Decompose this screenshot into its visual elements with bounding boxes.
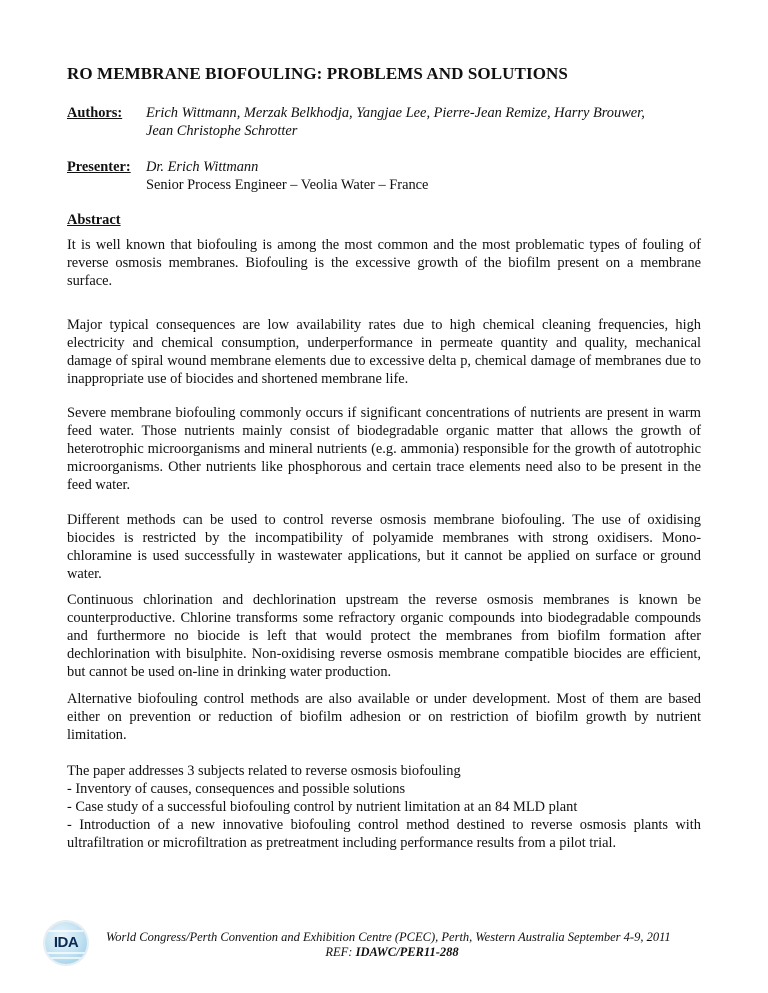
subject-item: - Case study of a successful biofouling control by nutrient limitation at an 84 MLD plant bbox=[67, 799, 578, 815]
subjects-list bbox=[67, 762, 701, 852]
presenter-label: Presenter: bbox=[67, 159, 131, 175]
paper-title: RO MEMBRANE BIOFOULING: PROBLEMS AND SOLUTIONS bbox=[67, 64, 568, 83]
presenter-role: Senior Process Engineer – Veolia Water – France bbox=[146, 177, 429, 193]
presenter-info bbox=[146, 158, 706, 194]
abstract-paragraph: Alternative biofouling control methods are also available or under development. Most of them are based either on prevention or reduction of biofilm adhesion or on restriction of biofilm growth by nutrient limitation. bbox=[67, 691, 701, 743]
presenter-name: Dr. Erich Wittmann bbox=[146, 159, 259, 175]
abstract-paragraph: Severe membrane biofouling commonly occurs if significant concentrations of nutrients are present in warm feed water. Those nutrients mainly consist of biodegradable organic matter that allows the growth of heterotrophic microorganisms and mineral nutrients (e.g. ammonia) responsible for the growth of autotrophic microorganisms. Other nutrients like phosphorous and certain trace elements need also to be present in the feed water. bbox=[67, 405, 701, 493]
ida-logo-icon bbox=[45, 922, 87, 964]
abstract-paragraph: It is well known that biofouling is among the most common and the most problematic types of fouling of reverse osmosis membranes. Biofouling is the excessive growth of the biofilm present on a membrane surface. bbox=[67, 237, 701, 289]
authors-line-2: Jean Christophe Schrotter bbox=[146, 123, 298, 139]
authors-line-1: Erich Wittmann, Merzak Belkhodja, Yangjae Lee, Pierre-Jean Remize, Harry Brouwer, bbox=[146, 105, 645, 121]
authors-list bbox=[146, 104, 706, 140]
subject-item: - Inventory of causes, consequences and possible solutions bbox=[67, 781, 406, 797]
subjects-intro: The paper addresses 3 subjects related to reverse osmosis biofouling bbox=[67, 763, 461, 779]
abstract-heading: Abstract bbox=[67, 212, 121, 228]
ref-value: IDAWC/PER11-288 bbox=[355, 945, 459, 959]
abstract-paragraph: Major typical consequences are low availability rates due to high chemical cleaning frequencies, high electricity and chemical consumption, underperformance in permeate quantity and quality, mechanical damage of spiral wound membrane elements due to excessive delta p, chemical damage of membranes due to inappropriate use of biocides and shortened membrane life. bbox=[67, 317, 701, 387]
footer-conference: World Congress/Perth Convention and Exhibition Centre (PCEC), Perth, Western Australia September 4-9, 2011 bbox=[106, 930, 671, 944]
footer-reference bbox=[106, 945, 678, 960]
subject-item: - Introduction of a new innovative biofouling control method destined to reverse osmosis plants with ultrafiltration or microfiltration as pretreatment including performance results from a pilot trial. bbox=[67, 817, 701, 851]
logo-text: IDA bbox=[53, 934, 79, 951]
abstract-paragraph: Continuous chlorination and dechlorination upstream the reverse osmosis membranes is known be counterproductive. Chlorine transforms some refractory organic compounds into biodegradable compounds and furthermore no biocide is left that would protect the membranes from biofilm formation after dechlorination with bisulphite. Non-oxidising reverse osmosis membrane compatible biocides are efficient, but cannot be used on-line in drinking water production. bbox=[67, 592, 701, 680]
page-footer bbox=[0, 918, 768, 968]
authors-label: Authors: bbox=[67, 105, 123, 121]
abstract-paragraph: Different methods can be used to control reverse osmosis membrane biofouling. The use of oxidising biocides is restricted by the incompatibility of polyamide membranes with strong oxidisers. Mono-chloramine is used successfully in wastewater applications, but it cannot be applied on surface or ground water. bbox=[67, 512, 701, 582]
ref-label: REF: bbox=[325, 945, 356, 959]
